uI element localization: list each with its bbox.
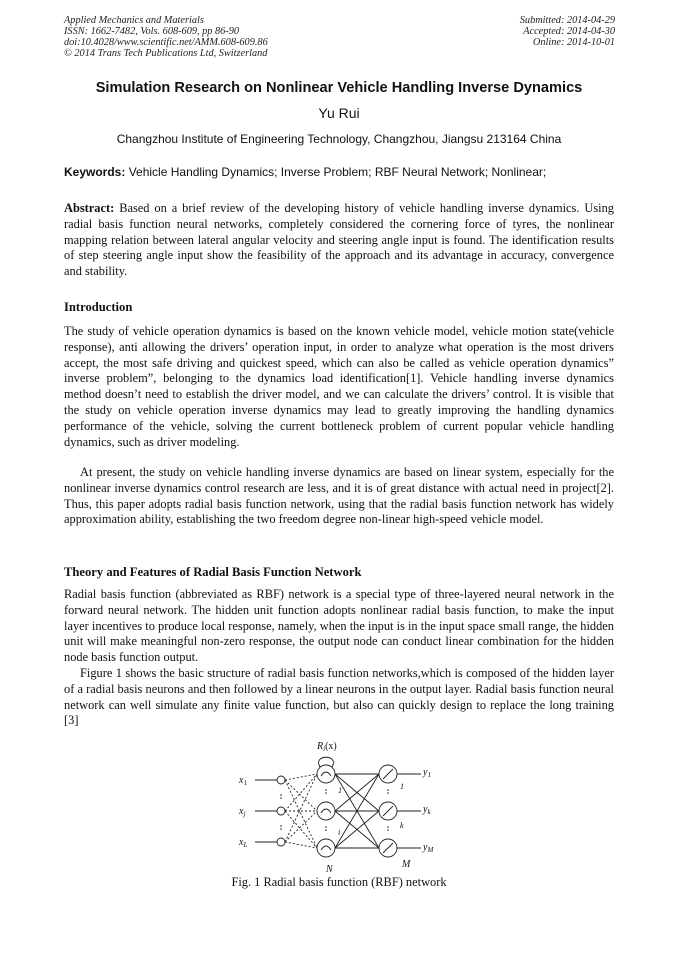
copyright-line: © 2014 Trans Tech Publications Ltd, Switzerland: [64, 48, 268, 59]
output-linear-k: [383, 806, 393, 816]
label-out-1: 1: [400, 782, 404, 791]
figure-caption: Fig. 1 Radial basis function (RBF) network: [231, 875, 447, 889]
hidden-curve-1: [321, 772, 331, 776]
label-xl: $x_L$: [239, 837, 248, 849]
paper-author: Yu Rui: [318, 105, 360, 121]
input-node-1: [277, 776, 285, 784]
keywords: [64, 165, 616, 179]
label-n: N: [326, 864, 333, 874]
hidden-node-i: [317, 802, 335, 820]
rbf-paragraph-2: Figure 1 shows the basic structure of radial basis function networks,which is composed of the hidden layer of a radial basis neurons and then followed by a linear neurons in the output layer. Radial basis function neural network can well simulate any finite value function, but also can quickly design to replace the long training [3]: [64, 666, 614, 728]
label-hidden-1: 1: [338, 786, 342, 795]
output-linear-m: [383, 843, 393, 853]
section-heading-introduction: Introduction: [64, 300, 133, 314]
intro-paragraph-1: The study of vehicle operation dynamics is based on the known vehicle model, vehicle motion state(vehicle response), anti allowing the drivers’ operation input, in order to analyze what operation is the most drivers accept, the most safe driving and quickest speed, which can also be called as vehicle operation dynamics” inverse problem”, belonging to the dynamics load identification[1]. Vehicle handling inverse dynamics method doesn’t need to establish the driver model, and we can calculate the drivers’ control. It is visible that the study on vehicle operation inverse dynamics may lead to greatly improving the handling dynamics performance of the vehicle, solving the current bottleneck problem of current popular vehicle handling dynamics, such as driver modeling.: [64, 324, 614, 449]
label-ym: $y_M$: [423, 842, 434, 854]
journal-name: Applied Mechanics and Materials: [64, 15, 204, 26]
label-hidden-i: i: [338, 828, 341, 837]
input-node-l: [277, 838, 285, 846]
keywords-text: Vehicle Handling Dynamics; Inverse Problem; RBF Neural Network; Nonlinear;: [128, 165, 547, 179]
journal-header: [64, 15, 268, 59]
hidden-curve-n: [321, 846, 331, 850]
issn-line: ISSN: 1662-7482, Vols. 608-609, pp 86-90: [64, 26, 240, 37]
label-xj: $x_j$: [239, 806, 246, 818]
dates-header: [520, 15, 615, 48]
input-hidden-connections: [285, 774, 317, 848]
paper-title: Simulation Research on Nonlinear Vehicle Handling Inverse Dynamics: [95, 80, 583, 96]
label-y1: $y_1$: [423, 767, 431, 779]
abstract-label: Abstract:: [64, 201, 115, 215]
accepted-date: Accepted: 2014-04-30: [523, 26, 615, 37]
hidden-node-n: [317, 839, 335, 857]
output-linear-1: [383, 769, 393, 779]
label-x1: $x_1$: [239, 775, 247, 787]
keywords-label: Keywords:: [64, 165, 126, 179]
abstract-text: Based on a brief review of the developing history of vehicle handling inverse dynamics. Using radial basis function neural networks, completely considered the cornering force of tyres, the nonlinear mapping relation between lateral angular velocity and steering angle input is found. The identification results of step steering angle input show the feasibility of the approach and its advantage in accuracy, convergence and stability.: [64, 201, 614, 279]
label-ri: $R_i(x)$: [317, 741, 337, 753]
label-m: M: [402, 859, 411, 870]
section-heading-rbf: Theory and Features of Radial Basis Function Network: [64, 565, 362, 579]
rbf-network-figure: [228, 738, 450, 874]
doi-line: doi:10.4028/www.scientific.net/AMM.608-609.86: [64, 37, 268, 48]
input-node-j: [277, 807, 285, 815]
rbf-paragraph-1: Radial basis function (abbreviated as RBF) network is a special type of three-layered neural network in the forward neural network. The hidden unit function adopts nonlinear radial basis function, to make the input layer incentives to produce local response, namely, when the input is in the input space small range, the hidden unit will make meaningful non-zero response, the output node can conduct linear combination for the hidden node basis function output.: [64, 587, 614, 665]
online-date: Online: 2014-10-01: [532, 37, 615, 48]
label-yk: $y_k$: [423, 804, 431, 816]
intro-paragraph-2: At present, the study on vehicle handling inverse dynamics are based on linear system, especially for the nonlinear inverse dynamics control research are less, and it is of great distance with actual need in project[2]. Thus, this paper adopts radial basis function network, using that the radial basis function network has widely approximation ability, establishing the two freedom degree non-linear high-speed vehicle model.: [64, 465, 614, 527]
hidden-curve-i: [321, 809, 331, 813]
hidden-node-1: [317, 765, 335, 783]
feedback-loop: [319, 757, 334, 767]
submitted-date: Submitted: 2014-04-29: [519, 15, 615, 26]
author-affiliation: Changzhou Institute of Engineering Technology, Changzhou, Jiangsu 213164 China: [116, 132, 562, 146]
abstract: [64, 201, 614, 280]
label-out-k: k: [400, 821, 404, 830]
